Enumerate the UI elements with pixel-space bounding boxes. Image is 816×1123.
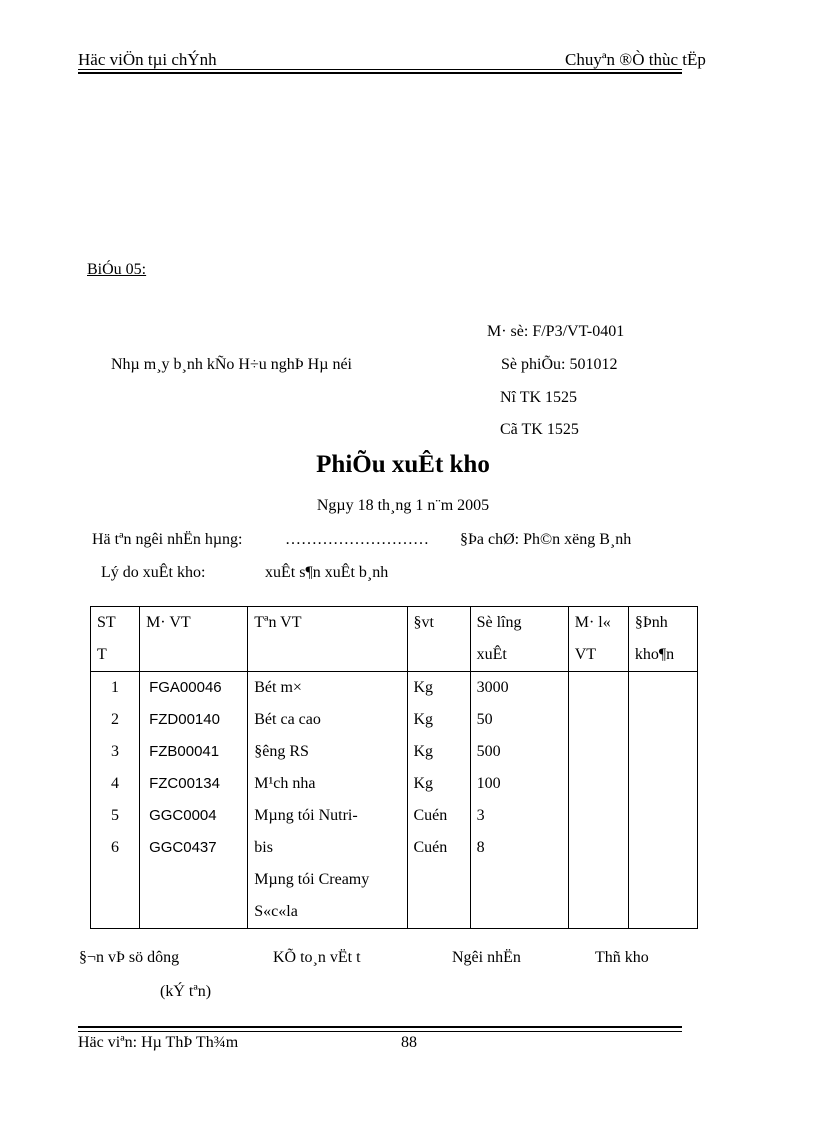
header-item-code: M· VT	[140, 607, 248, 672]
name-cell: Bét m×	[254, 679, 302, 696]
code-column	[140, 672, 248, 929]
stt-cell: 1	[111, 679, 120, 696]
code-cell: FGA00046	[149, 679, 222, 696]
signature-note: (kÝ tªn)	[160, 983, 212, 1000]
stt-cell: 4	[111, 775, 120, 792]
debit-account: Nî TK 1525	[500, 389, 578, 406]
signature-receiver: Ngêi nhËn	[452, 949, 521, 966]
header-item-name: Tªn VT	[248, 607, 407, 672]
page-number: 88	[401, 1034, 417, 1051]
company-name: Nhµ m¸y b¸nh kÑo H÷u nghÞ Hµ néi	[111, 356, 352, 373]
footer-rule-thin	[78, 1031, 682, 1032]
signature-accountant: KÕ to¸n vËt t	[273, 949, 361, 966]
footer-rule-thick	[78, 1026, 682, 1028]
unit-cell: Kg	[413, 743, 434, 760]
code-cell: GGC0437	[149, 839, 217, 856]
table-header-row	[91, 607, 698, 672]
quantity-cell: 3000	[476, 679, 509, 696]
issue-items-table	[90, 606, 698, 929]
name-cell: Bét ca cao	[254, 711, 321, 728]
header-lot-code: M· l« VT	[568, 607, 628, 672]
document-title: PhiÕu xuÊt kho	[316, 451, 490, 478]
header-quantity: Sè lîng xuÊt	[470, 607, 568, 672]
form-number-label: BiÓu 05:	[87, 261, 147, 278]
unit-cell: Kg	[413, 775, 434, 792]
stt-cell: 2	[111, 711, 120, 728]
code-cell: GGC0004	[149, 807, 217, 824]
quantity-cell: 500	[476, 743, 501, 760]
header-unit: §vt	[407, 607, 470, 672]
receiver-label: Hä tªn ngêi nhËn hµng:	[92, 531, 243, 548]
slip-number: Sè phiÕu: 501012	[501, 356, 618, 373]
quantity-cell: 50	[476, 711, 493, 728]
form-code: M· sè: F/P3/VT-0401	[487, 323, 625, 340]
name-cell: Mµng tói Nutri-	[254, 807, 358, 824]
stt-column	[91, 672, 140, 929]
footer-student: Häc viªn: Hµ ThÞ Th¾m	[78, 1034, 239, 1051]
unit-cell: Cuén	[413, 807, 448, 824]
quantity-cell: 8	[476, 839, 485, 856]
quantity-cell: 3	[476, 807, 485, 824]
receiver-address: §Þa chØ: Ph©n xëng B¸nh	[460, 531, 632, 548]
header-stt: ST T	[91, 607, 140, 672]
header-left-text: Häc viÖn tµi chÝnh	[78, 50, 217, 69]
code-cell: FZD00140	[149, 711, 220, 728]
name-cell: Mµng tói Creamy	[254, 871, 370, 888]
name-cell: S«c«la	[254, 903, 298, 920]
name-cell: bis	[254, 839, 273, 856]
header-rule-thick	[78, 72, 682, 74]
name-cell: §êng RS	[254, 743, 309, 760]
lot-column	[568, 672, 628, 929]
quantity-cell: 100	[476, 775, 501, 792]
name-column	[248, 672, 407, 929]
name-cell: M¹ch nha	[254, 775, 316, 792]
signature-user-unit: §¬n vÞ sö dông	[79, 949, 180, 966]
code-cell: FZC00134	[149, 775, 220, 792]
unit-cell: Cuén	[413, 839, 448, 856]
document-date: Ngµy 18 th¸ng 1 n¨m 2005	[316, 497, 490, 514]
header-accounting-entry: §Þnh kho¶n	[628, 607, 697, 672]
unit-cell: Kg	[413, 679, 434, 696]
reason-value: xuÊt s¶n xuÊt b¸nh	[265, 564, 389, 581]
stt-cell: 5	[111, 807, 120, 824]
credit-account: Cã TK 1525	[500, 421, 579, 438]
stt-cell: 6	[111, 839, 120, 856]
quantity-column	[470, 672, 568, 929]
reason-label: Lý do xuÊt kho:	[101, 564, 206, 581]
header-rule-thin	[78, 69, 682, 70]
unit-column	[407, 672, 470, 929]
header-right-text: Chuyªn ®Ò thùc tËp	[565, 50, 706, 69]
table-body-row	[91, 672, 698, 929]
signature-storekeeper: Thñ kho	[595, 949, 649, 966]
receiver-dots: ………………………	[285, 531, 429, 548]
code-cell: FZB00041	[149, 743, 220, 760]
unit-cell: Kg	[413, 711, 434, 728]
entry-column	[628, 672, 697, 929]
stt-cell: 3	[111, 743, 120, 760]
